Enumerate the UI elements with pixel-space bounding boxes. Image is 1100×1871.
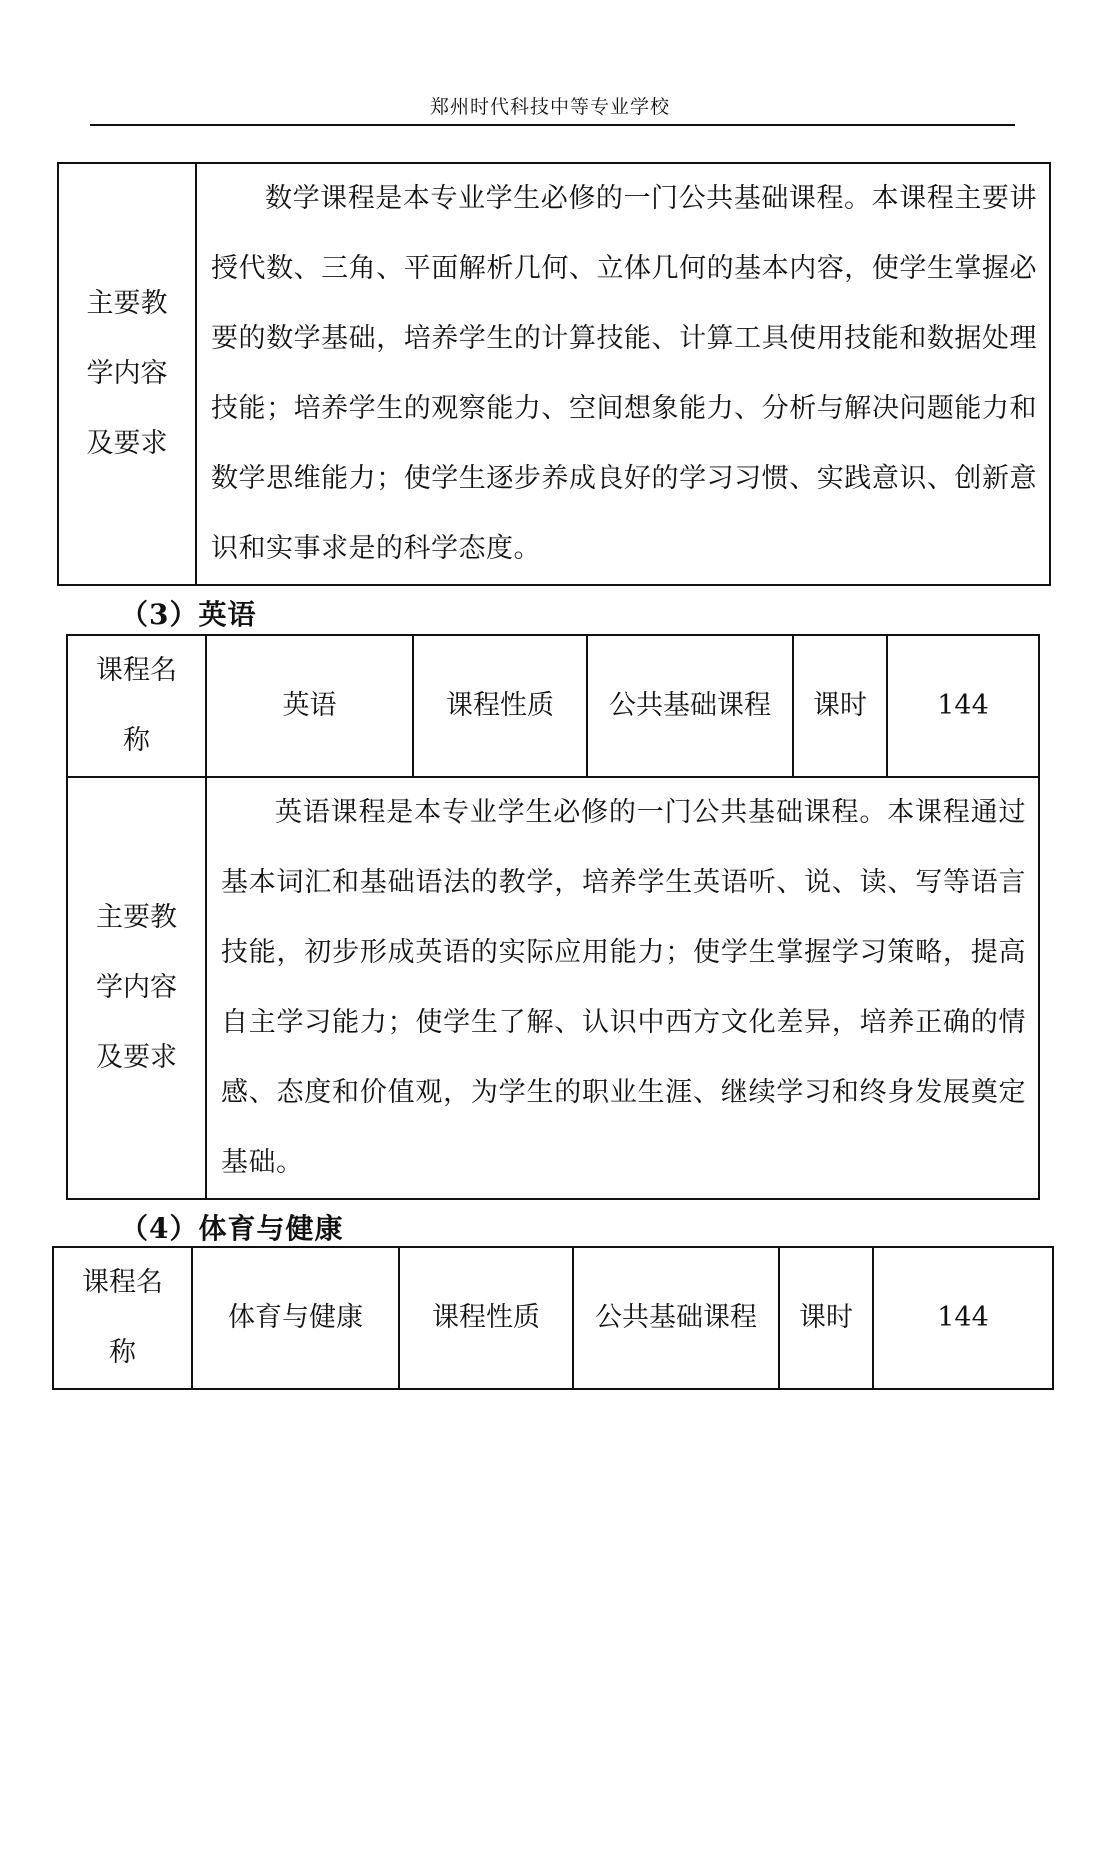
header-rule [90,124,1015,126]
math-content-cell [196,163,1050,585]
table-row [67,635,1039,777]
pe-nature-value [573,1247,779,1389]
english-content-cell [206,777,1039,1199]
english-name-label-text: 课程名称 [96,655,177,756]
pe-name-label [53,1247,192,1389]
pe-section-heading: （4）体育与健康 [120,1212,344,1245]
pe-name-label-text: 课程名称 [82,1267,163,1368]
english-name-label [67,635,206,777]
math-course-table [57,162,1051,586]
math-content-label-text: 主要教学内容及要求 [86,288,168,459]
english-nature-label: 课程性质 [413,635,587,777]
pe-name-value: 体育与健康 [192,1247,399,1389]
english-content-label-text: 主要教学内容及要求 [96,902,177,1073]
english-nature-value [587,635,793,777]
english-name-value: 英语 [206,635,413,777]
math-content-label [58,163,196,585]
pe-course-table [52,1246,1054,1390]
pe-nature-label: 课程性质 [399,1247,573,1389]
page-header-school: 郑州时代科技中等专业学校 [429,96,670,118]
table-row [53,1247,1053,1389]
math-content-text: 数学课程是本专业学生必修的一门公共基础课程。本课程主要讲授代数、三角、平面解析几何、立体几何的基本内容，使学生掌握必要的数学基础，培养学生的计算技能、计算工具使用技能和数据处理技能；培养学生的观察能力、空间想象能力、分析与解决问题能力和数学思维能力；使学生逐步养成良好的学习习惯、实践意识、创新意识和实事求是的科学态度。 [211,183,1037,564]
pe-hours-label: 课时 [779,1247,873,1389]
english-course-table [66,634,1040,1200]
english-nature-value-text: 公共基础课程 [609,690,771,721]
english-section-heading: （3）英语 [120,598,257,631]
table-row [58,163,1050,585]
english-hours-value: 144 [887,635,1039,777]
table-row [67,777,1039,1199]
english-content-text: 英语课程是本专业学生必修的一门公共基础课程。本课程通过基本词汇和基础语法的教学，培养学生英语听、说、读、写等语言技能，初步形成英语的实际应用能力；使学生掌握学习策略，提高自主学习能力；使学生了解、认识中西方文化差异，培养正确的情感、态度和价值观，为学生的职业生涯、继续学习和终身发展奠定基础。 [221,797,1026,1178]
pe-nature-value-text: 公共基础课程 [595,1302,757,1333]
english-hours-label: 课时 [793,635,887,777]
english-content-label [67,777,206,1199]
pe-hours-value: 144 [873,1247,1053,1389]
